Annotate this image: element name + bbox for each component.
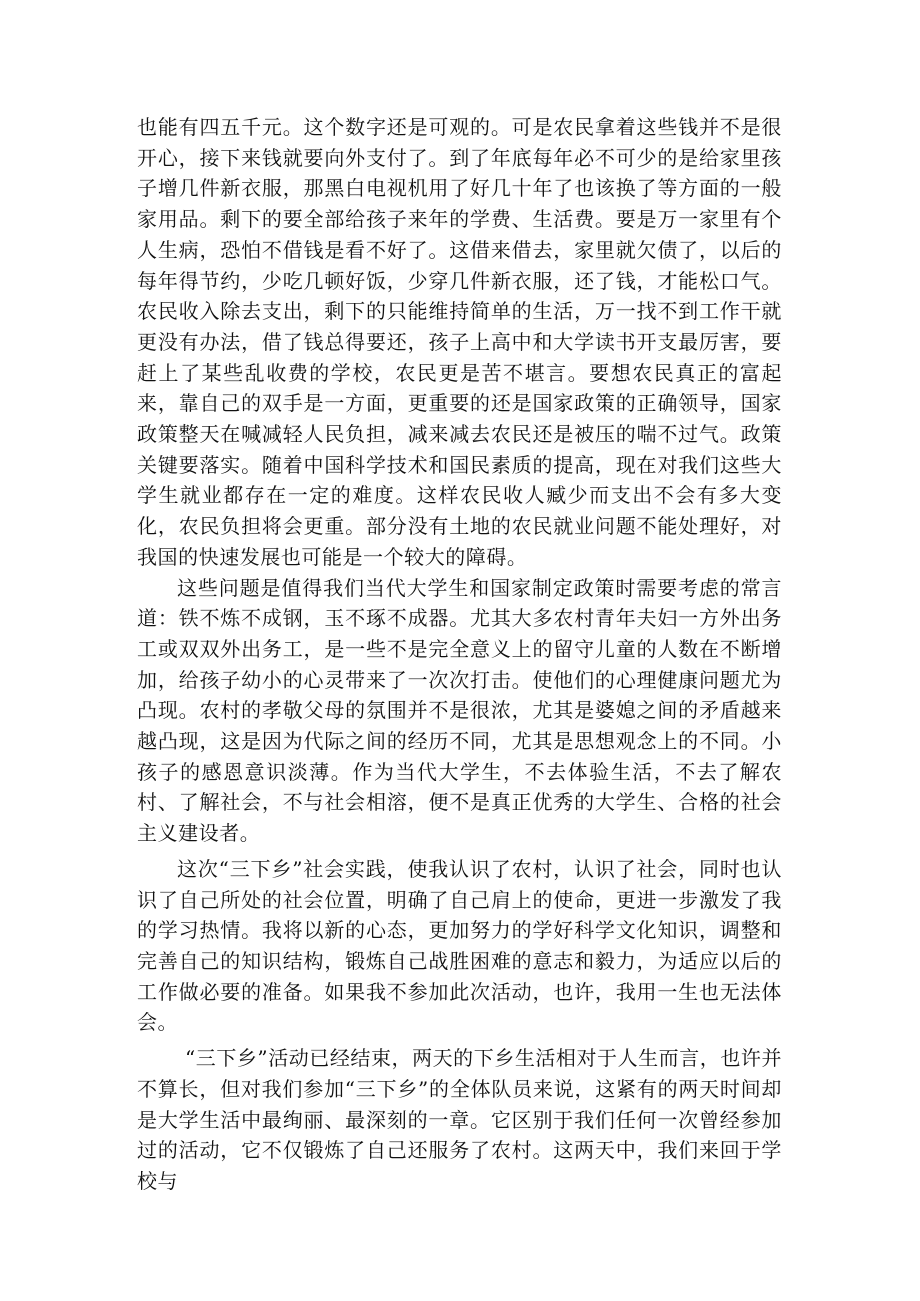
- paragraph-activity-conclusion: “三下乡”活动已经结束，两天的下乡生活相对于人生而言，也许并不算长，但对我们参加“三下乡”的全体队员来说，这紧有的两天时间却是大学生活中最绚丽、最深刻的一章。它区别于我们任何一次曾经参加过的活动，它不仅锻炼了自己还服务了农村。这两天中，我们来回于学校与: [137, 1046, 782, 1193]
- paragraph-income-expenses: 也能有四五千元。这个数字还是可观的。可是农民拿着这些钱并不是很开心，接下来钱就要向外支付了。到了年底每年必不可少的是给家里孩子增几件新衣服，那黑白电视机用了好几十年了也该换了等方面的一般家用品。剩下的要全部给孩子来年的学费、生活费。要是万一家里有个人生病，恐怕不借钱是看不好了。这借来借去，家里就欠债了，以后的每年得节约，少吃几顿好饭，少穿几件新衣服，还了钱，才能松口气。农民收入除去支出，剩下的只能维持简单的生活，万一找不到工作干就更没有办法，借了钱总得要还，孩子上高中和大学读书开支最厉害，要赶上了某些乱收费的学校，农民更是苦不堪言。要想农民真正的富起来，靠自己的双手是一方面，更重要的还是国家政策的正确领导，国家政策整天在喊减轻人民负担，减来减去农民还是被压的喘不过气。政策关键要落实。随着中国科学技术和国民素质的提高，现在对我们这些大学生就业都存在一定的难度。这样农民收人臧少而支出不会有多大变化，农民负担将会更重。部分没有土地的农民就业问题不能处理好，对我国的快速发展也可能是一个较大的障碍。: [137, 115, 782, 569]
- paragraph-practice-reflection: 这次“三下乡”社会实践，使我认识了农村，认识了社会，同时也认识了自己所处的社会位置，明确了自己肩上的使命，更进一步激发了我的学习热情。我将以新的心态，更加努力的学好科学文化知识，调整和完善自己的知识结构，锻炼自己战胜困难的意志和毅力，为适应以后的工作做必要的准备。如果我不参加此次活动，也许，我用一生也无法体会。: [137, 856, 782, 1035]
- paragraph-problems-education: 这些问题是值得我们当代大学生和国家制定政策时需要考虑的常言道：铁不炼不成钢，玉不琢不成器。尤其大多农村青年夫妇一方外出务工或双双外出务工，是一些不是完全意义上的留守儿童的人数在不断增加，给孩子幼小的心灵带来了一次次打击。使他们的心理健康问题尤为凸现。农村的孝敬父母的氛围并不是很浓，尤其是婆媳之间的矛盾越来越凸现，这是因为代际之间的经历不同，尤其是思想观念上的不同。小孩子的感恩意识淡薄。作为当代大学生，不去体验生活，不去了解农村、了解社会，不与社会相溶，便不是真正优秀的大学生、合格的社会主义建设者。: [137, 575, 782, 846]
- document-body: [137, 112, 782, 1197]
